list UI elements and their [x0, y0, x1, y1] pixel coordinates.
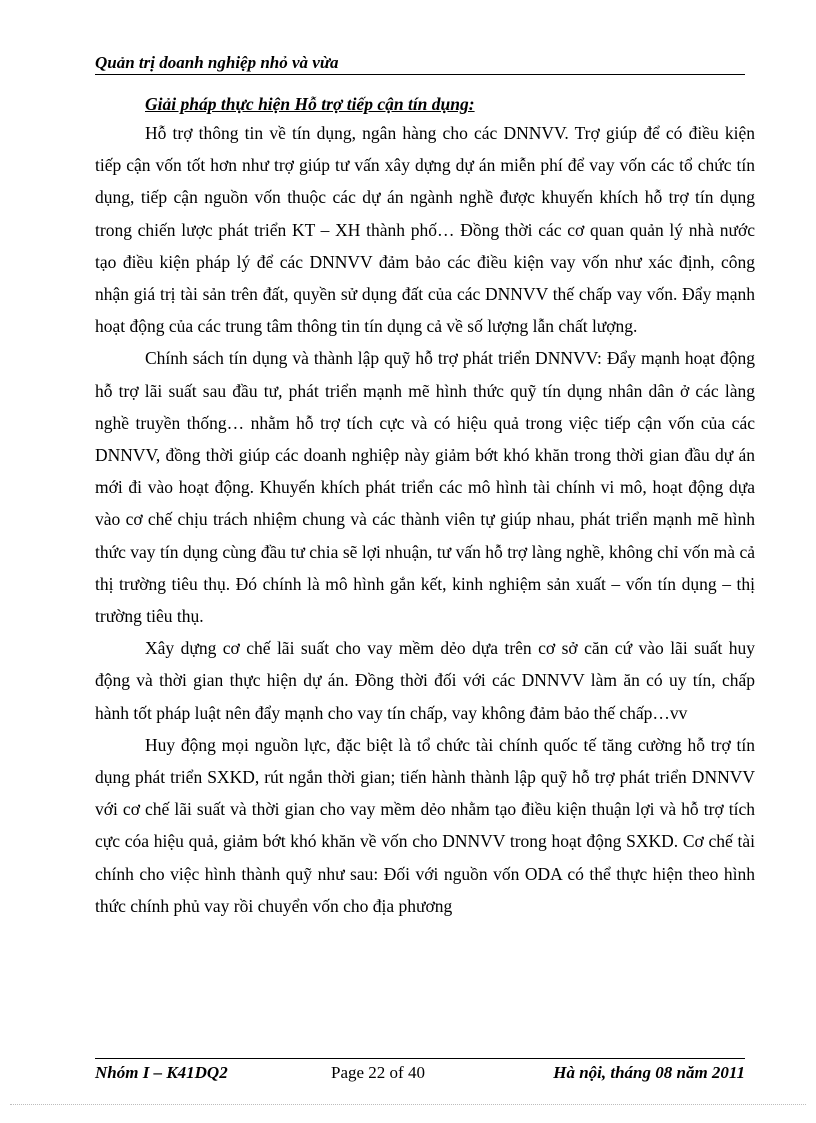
page-edge-divider [10, 1104, 806, 1105]
section-heading: Giải pháp thực hiện Hỗ trợ tiếp cận tín dụng: [145, 94, 475, 114]
page-number: Page 22 of 40 [331, 1063, 425, 1082]
footer-date: Hà nội, tháng 08 năm 2011 [553, 1063, 745, 1082]
running-header: Quản trị doanh nghiệp nhỏ và vừa [95, 52, 745, 75]
document-body [95, 83, 755, 922]
paragraph: Chính sách tín dụng và thành lập quỹ hỗ trợ phát triển DNNVV: Đẩy mạnh hoạt động hỗ trợ lãi suất sau đầu tư, phát triển mạnh mẽ hình thức quỹ tín dụng nhân dân ở các làng nghề truyền thống… nhằm hỗ trợ tích cực và có hiệu quả trong việc tiếp cận vốn của các DNNVV, đồng thời giúp các doanh nghiệp này giảm bớt khó khăn trong thời gian đầu dự án mới đi vào hoạt động. Khuyến khích phát triển các mô hình tài chính vi mô, hoạt động dựa vào cơ chế chịu trách nhiệm chung và các thành viên tự giúp nhau, phát triển mạnh mẽ hình thức vay tín dụng cùng đầu tư chia sẽ lợi nhuận, tư vấn hỗ trợ làng nghề, không chỉ vốn mà cả thị trường tiêu thụ. Đó chính là mô hình gắn kết, kinh nghiệm sản xuất – vốn tín dụng – thị trường tiêu thụ. [95, 348, 755, 627]
paragraph: Huy động mọi nguồn lực, đặc biệt là tổ chức tài chính quốc tế tăng cường hỗ trợ tín dụng phát triển SXKD, rút ngắn thời gian; tiến hành thành lập quỹ hỗ trợ phát triển DNNVV với cơ chế lãi suất và thời gian cho vay mềm dẻo nhằm tạo điều kiện thuận lợi và hỗ trợ tích cực cóa hiệu quả, giảm bớt khó khăn về vốn cho DNNVV trong hoạt động SXKD. Cơ chế tài chính cho việc hình thành quỹ như sau: Đối với nguồn vốn ODA có thể thực hiện theo hình thức chính phủ vay rồi chuyển vốn cho địa phương [95, 734, 755, 916]
page-footer [95, 1058, 745, 1087]
paragraph: Hỗ trợ thông tin về tín dụng, ngân hàng cho các DNNVV. Trợ giúp để có điều kiện tiếp cận vốn tốt hơn như trợ giúp tư vấn xây dựng dự án miễn phí để vay vốn các tổ chức tín dụng, tiếp cận nguồn vốn thuộc các dự án ngành nghề được khuyến khích hỗ trợ tín dụng trong chiến lược phát triển KT – XH thành phố… Đồng thời các cơ quan quản lý nhà nước tạo điều kiện pháp lý để các DNNVV đảm bảo các điều kiện vay vốn như xác định, công nhận giá trị tài sản trên đất, quyền sử dụng đất của các DNNVV thế chấp vay vốn. Đẩy mạnh hoạt động của các trung tâm thông tin tín dụng cả về số lượng lẫn chất lượng. [95, 123, 755, 337]
footer-group-label: Nhóm I – K41DQ2 [95, 1063, 228, 1082]
paragraph: Xây dựng cơ chế lãi suất cho vay mềm dẻo dựa trên cơ sở căn cứ vào lãi suất huy động và thời gian thực hiện dự án. Đồng thời đối với các DNNVV làm ăn có uy tín, chấp hành tốt pháp luật nên đẩy mạnh cho vay tín chấp, vay không đảm bảo thế chấp…vv [95, 638, 755, 723]
